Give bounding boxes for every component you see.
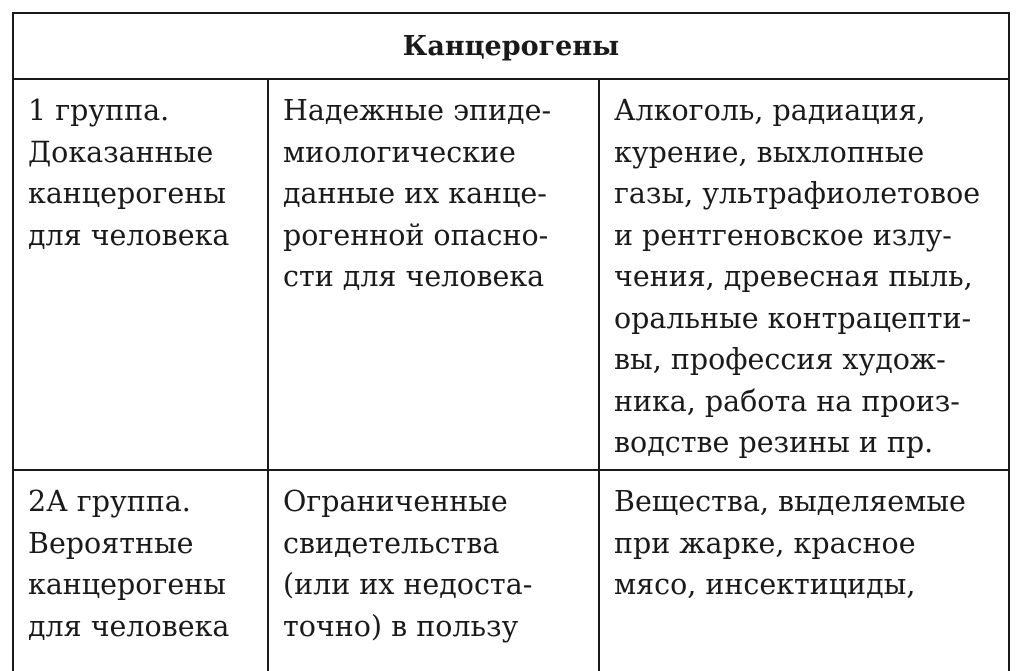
text-line: данные их канце- xyxy=(283,177,547,210)
evidence-cell xyxy=(268,470,599,671)
text-line: чения, древесная пыль, xyxy=(614,260,973,293)
text-line: рогенной опасно- xyxy=(283,218,549,252)
examples-cell xyxy=(599,79,1009,470)
text-line: Ограниченные xyxy=(283,485,508,518)
table-row xyxy=(13,79,1009,470)
text-line: свидетельства xyxy=(283,526,500,560)
text-line: 2А группа. xyxy=(28,485,191,518)
text-line: оральные контрацепти- xyxy=(614,301,972,335)
group-cell xyxy=(13,79,268,470)
text-line: газы, ультрафиолетовое xyxy=(614,177,981,210)
table-row xyxy=(13,470,1009,671)
evidence-cell xyxy=(268,79,599,470)
text-line: и рентгеновское излу- xyxy=(614,218,952,252)
text-line: Алкоголь, радиация, xyxy=(614,94,926,127)
examples-cell xyxy=(599,470,1009,671)
text-line: точно) в пользу xyxy=(283,609,519,643)
text-line: мясо, инсектициды, xyxy=(614,568,916,601)
group-cell xyxy=(13,470,268,671)
text-line: Вероятные xyxy=(28,526,194,560)
text-line: Вещества, выделяемые xyxy=(614,485,966,518)
carcinogens-table xyxy=(12,12,1010,671)
text-line: для человека xyxy=(28,218,230,252)
text-line: (или их недоста- xyxy=(283,568,533,601)
text-line: для человека xyxy=(28,609,230,643)
text-line: сти для человека xyxy=(283,260,545,293)
text-line: Доказанные xyxy=(28,135,214,169)
text-line: 1 группа. xyxy=(28,94,170,127)
text-line: при жарке, красное xyxy=(614,526,916,560)
text-line: ника, работа на произ- xyxy=(614,384,960,418)
text-line: водстве резины и пр. xyxy=(614,426,934,459)
text-line: вы, профессия худож- xyxy=(614,343,946,376)
text-line: курение, выхлопные xyxy=(614,135,925,169)
text-line: Надежные эпиде- xyxy=(283,94,552,127)
text-line: канцерогены xyxy=(28,177,226,210)
table-header: Канцерогены xyxy=(13,13,1009,79)
text-line: миологические xyxy=(283,135,516,169)
text-line: канцерогены xyxy=(28,568,226,601)
